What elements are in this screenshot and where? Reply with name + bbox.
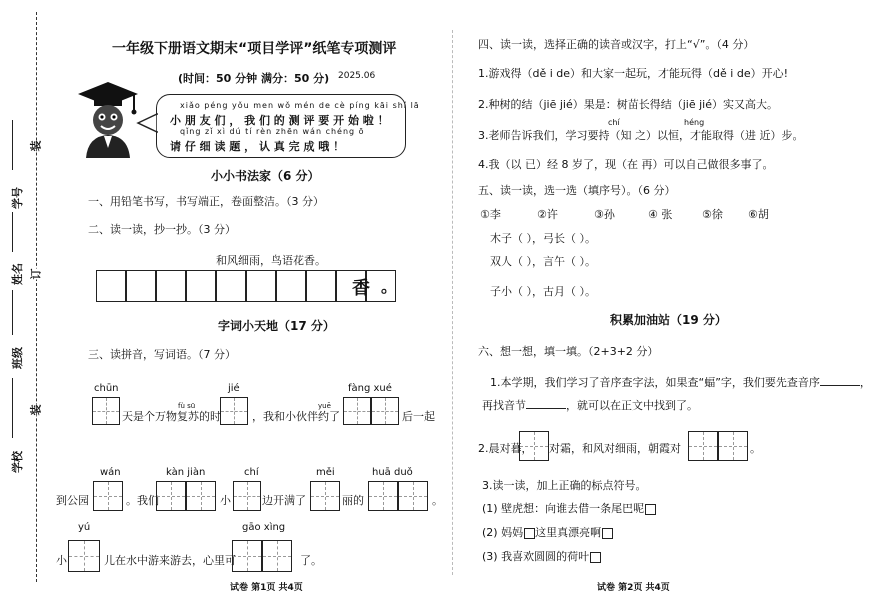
q6-3-item-3 [482,548,601,564]
copy-grid-cell[interactable] [276,270,306,302]
punctuation-box-2[interactable] [524,528,535,539]
copy-grid-punct: 。 [381,277,398,296]
row2-text-d: 边开满了 [262,494,306,507]
question-3: 三、读拼音，写词语。（7 分） [88,348,236,361]
question-6: 六、想一想，填一填。（2+3+2 分） [478,345,659,358]
q5-row-1[interactable]: 木子（ ），弓长（ ）。 [490,232,596,245]
q6-1-blank-a[interactable] [820,385,860,386]
q5-option-2: ②许 [537,208,558,221]
q5-option-1: ①李 [480,208,501,221]
q6-3-item-2-text-a: (2) 妈妈 [482,526,524,539]
speech-bubble-tail [138,112,160,134]
punctuation-box-1[interactable] [645,504,656,515]
row2-text-b: 。我们 [126,494,159,507]
pinyin-chun: chūn [94,383,119,394]
q6-3-item-1-text: (1) 壁虎想：向谁去借一条尾巴呢 [482,502,645,515]
pinyin-huaduo: huā duǒ [372,467,413,478]
pinyin-chi: chí [244,467,259,478]
row1-text-b: ，我和小伙伴约了 [252,410,340,423]
pinyin-fusu: fù sū [178,402,196,410]
q6-3-item-2-text-b: 这里真漂亮啊 [535,526,602,539]
q6-2-text-a: 2.晨对暮， [478,442,533,455]
page-title: 一年级下册语文期末“项目学评”纸笔专项测评 [112,41,397,57]
binding-blank-class [12,290,13,335]
binding-mark-zhuang-2: 装 [29,404,43,416]
pinyin-gaoxing: gāo xìng [242,522,286,533]
q6-1-blank-b[interactable] [526,408,566,409]
tian-box[interactable] [371,397,399,425]
row3-text-c: 了。 [300,554,322,567]
pinyin-jie: jié [228,383,240,394]
question-4-3-pinyin-heng: héng [684,118,705,127]
tian-box[interactable] [688,431,718,461]
question-4: 四、读一读，选择正确的读音或汉字，打上“√”。（4 分） [478,38,755,51]
binding-line [36,12,37,582]
question-4-4: 4.我（以 已）经 8 岁了，现（在 再）可以自己做很多事了。 [478,158,774,171]
q6-2-text-b: 对霜，和风对细雨，朝霞对 [549,442,681,455]
row3-text-b: 儿在水中游来游去，心里可 [104,554,236,567]
row1-text-a: 天是个万物复苏的时 [122,410,221,423]
row3-text-a: 小 [56,554,67,567]
copy-grid-cell[interactable] [126,270,156,302]
copy-grid-cell[interactable] [246,270,276,302]
speech-line1-text: 小 朋 友 们 ， 我 们 的 测 评 要 开 始 啦 ！ [170,114,389,127]
pinyin-kanjian: kàn jiàn [166,467,206,478]
question-4-3: 3.老师告诉我们，学习要持（知 之）以恒，才能取得（进 近）步。 [478,129,804,142]
copy-grid-char: 香 [352,278,370,299]
speech-line2-pinyin: qǐng zǐ xì dú tí rèn zhēn wán chéng ō [180,127,365,136]
page-footer-right: 试卷 第2页 共4页 [597,583,670,593]
question-6-1-line2 [482,397,698,413]
q6-1-text-c: 再找音节 [482,399,526,412]
question-1: 一、用铅笔书写，书写端正，卷面整洁。（3 分） [88,195,324,208]
copy-source-text: 和风细雨，鸟语花香。 [216,254,326,267]
punctuation-box-4[interactable] [590,552,601,563]
tian-box[interactable] [93,481,123,511]
question-4-2: 2.种树的结（jiē jié）果是：树苗长得结（jiē jié）实又高大。 [478,98,779,111]
copy-grid-cell[interactable] [306,270,336,302]
q5-option-6: ⑥胡 [748,208,769,221]
tian-box[interactable] [233,481,261,511]
speech-line1-pinyin: xiǎo péng yǒu men wǒ mén de cè píng kāi shǐ lā [180,101,420,110]
time-info: (时间：50 分钟 满分：50 分) [178,72,330,85]
pinyin-mei: měi [316,467,335,478]
binding-blank-id [12,120,13,170]
page-divider [452,30,453,575]
tian-box[interactable] [262,540,292,572]
tian-box[interactable] [398,481,428,511]
section-vocabulary: 字词小天地（17 分） [218,319,335,333]
copy-grid-cell[interactable] [186,270,216,302]
binding-blank-name [12,212,13,252]
exam-date: 2025.06 [338,71,376,81]
binding-label-name: 姓名 [11,263,24,285]
tian-box[interactable] [156,481,186,511]
binding-label-class: 班级 [11,347,24,369]
section-accumulation: 积累加油站（19 分） [610,313,727,327]
tian-box[interactable] [343,397,371,425]
section-calligraphy: 小小书法家（6 分） [211,169,320,183]
q6-1-text-a: 1.本学期，我们学习了音序查字法，如果查“蝠”字，我们要先查音序 [490,376,820,389]
tian-box[interactable] [718,431,748,461]
question-6-1-line1 [490,374,871,390]
row2-text-a: 到公园 [56,494,89,507]
q5-option-4: ④ 张 [648,208,673,221]
binding-mark-ding: 订 [29,268,43,280]
row2-text-e: 丽的 [342,494,364,507]
tian-box[interactable] [368,481,398,511]
tian-box[interactable] [92,397,120,425]
row2-text-f: 。 [432,494,443,507]
scholar-mascot-icon [74,78,140,160]
speech-line2-text: 请 仔 细 读 题 ， 认 真 完 成 哦 ！ [170,140,345,153]
binding-blank-school [12,378,13,438]
tian-box[interactable] [186,481,216,511]
copy-grid-cell[interactable] [96,270,126,302]
pinyin-wan: wán [100,467,121,478]
question-4-3-pinyin-chi: chí [608,118,620,127]
page-footer-left: 试卷 第1页 共4页 [230,583,303,593]
copy-grid-cell[interactable] [156,270,186,302]
q6-3-item-3-text: (3) 我喜欢圆圆的荷叶 [482,550,590,563]
q6-2-text-c: 。 [750,442,761,455]
punctuation-box-3[interactable] [602,528,613,539]
q6-1-text-d: ，就可以在正文中找到了。 [566,399,698,412]
pinyin-yu: yú [78,522,91,533]
q5-row-2[interactable]: 双人（ ），言午（ ）。 [490,255,596,268]
question-2: 二、读一读，抄一抄。（3 分） [88,223,236,236]
q5-row-3[interactable]: 子小（ ），古月（ ）。 [490,285,596,298]
tian-box[interactable] [220,397,248,425]
binding-mark-zhuang: 装 [29,140,43,152]
tian-box[interactable] [310,481,340,511]
pinyin-yue: yuē [318,402,331,410]
copy-grid-cell[interactable] [216,270,246,302]
q6-3-item-1 [482,500,656,516]
question-6-3: 3.读一读，加上正确的标点符号。 [482,479,647,492]
tian-box[interactable] [232,540,262,572]
pinyin-fangxue: fàng xué [348,383,392,394]
q5-option-5: ⑤徐 [702,208,723,221]
binding-label-school: 学校 [11,451,24,473]
question-4-1: 1.游戏得（dě i de）和大家一起玩，才能玩得（dě i de）开心! [478,67,789,80]
binding-label-student-id: 学号 [11,187,24,209]
tian-box[interactable] [68,540,100,572]
q5-option-3: ③孙 [594,208,615,221]
question-5: 五、读一读，选一选（填序号）。（6 分） [478,184,676,197]
q6-1-text-b: ， [859,376,871,389]
row1-text-c: 后一起 [402,410,435,423]
row2-text-c: 小 [220,494,231,507]
q6-3-item-2 [482,524,613,540]
